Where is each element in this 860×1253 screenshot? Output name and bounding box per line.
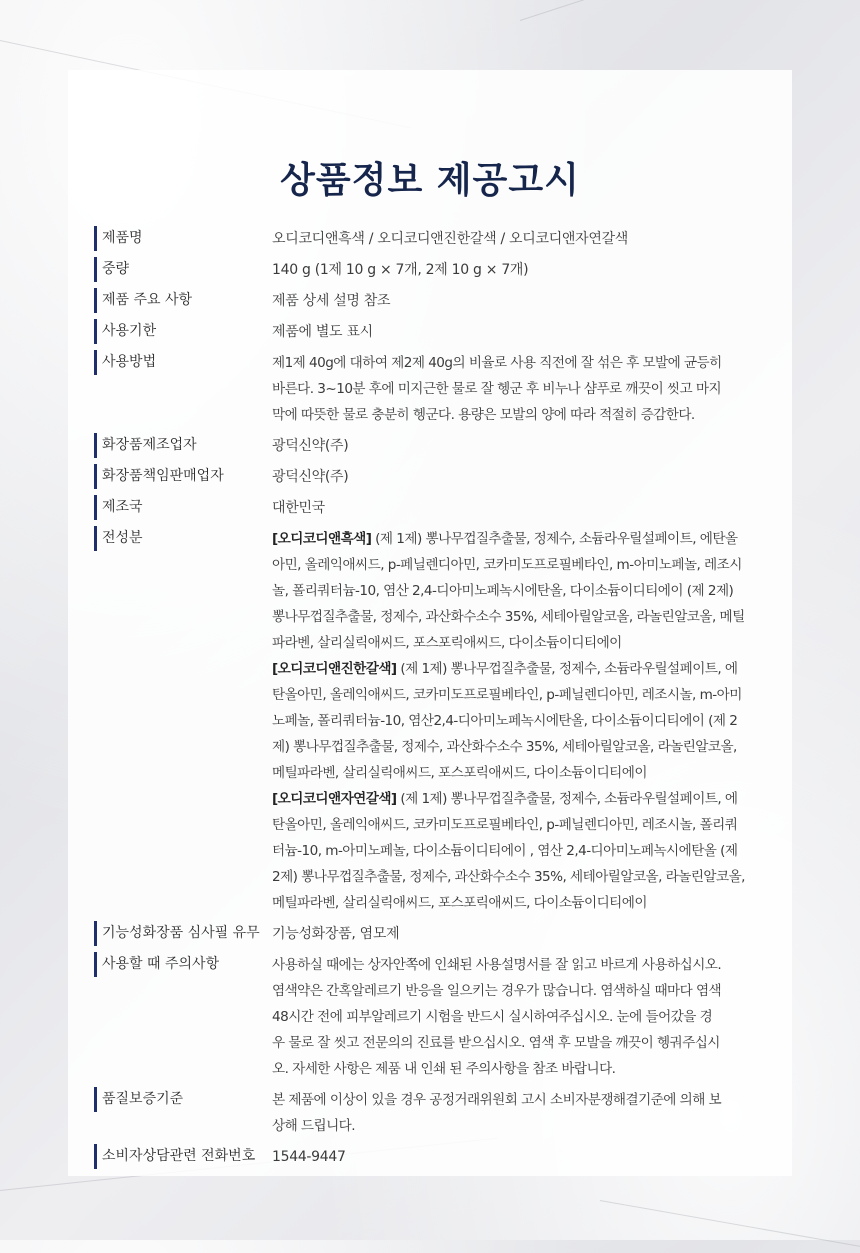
row-value: 제품 상세 설명 참조 bbox=[272, 293, 391, 309]
ingredient-text: (제 1제) 뽕나무껍질추출물, 정제수, 소듐라우릴설페이트, 에 bbox=[396, 791, 738, 807]
row-label: 제조국 bbox=[94, 495, 272, 520]
row-value: 기능성화장품, 염모제 bbox=[272, 926, 400, 942]
ingredient-line: 탄올아민, 올레익애씨드, 코카미도프로필베타인, p-페닐렌디아민, 레조시놀, m-아미 bbox=[272, 687, 742, 703]
ingredient-line: 제) 뽕나무껍질추출물, 정제수, 과산화수소수 35%, 세테아릴알코올, 라놀린알코올, bbox=[272, 739, 737, 755]
row-value: 대한민국 bbox=[272, 500, 325, 516]
row-label: 제품 주요 사항 bbox=[94, 288, 272, 313]
info-row-manufacturer bbox=[94, 433, 774, 459]
row-value: 오디코디앤흑색 / 오디코디앤진한갈색 / 오디코디앤자연갈색 bbox=[272, 231, 629, 247]
value-line: 오. 자세한 사항은 제품 내 인쇄 된 주의사항을 참조 바랍니다. bbox=[272, 1061, 616, 1077]
ingredient-text: (제 1제) 뽕나무껍질추출물, 정제수, 소듐라우릴설페이트, 에탄올 bbox=[371, 531, 738, 547]
row-label: 사용방법 bbox=[94, 350, 272, 375]
info-row-usage bbox=[94, 350, 774, 428]
ingredient-line: 2제) 뽕나무껍질추출물, 정제수, 과산화수소수 35%, 세테아릴알코올, 라놀린알코올, bbox=[272, 869, 745, 885]
row-label: 기능성화장품 심사필 유무 bbox=[94, 921, 272, 946]
ingredient-heading: [오디코디앤흑색] bbox=[272, 531, 372, 547]
phone-number: 1544-9447 bbox=[272, 1149, 346, 1165]
info-row-weight bbox=[94, 257, 774, 283]
info-row-functional bbox=[94, 921, 774, 947]
ingredient-line: 탄올아민, 올레익애씨드, 코카미도프로필베타인, p-페닐렌디아민, 레조시놀, 폴리쿼 bbox=[272, 817, 738, 833]
row-value: 제품에 별도 표시 bbox=[272, 324, 373, 340]
value-line: 막에 따뜻한 물로 충분히 헹군다. 용량은 모발의 양에 따라 적절히 증감한다. bbox=[272, 407, 695, 423]
ingredient-line: 놀, 폴리쿼터늄-10, 염산 2,4-디아미노페녹시에탄올, 다이소듐이디티에이 (제 2제) bbox=[272, 583, 734, 599]
ingredient-line: 아민, 올레익애씨드, p-페닐렌디아민, 코카미도프로필베타인, m-아미노페놀, 레조시 bbox=[272, 557, 742, 573]
value-line: 우 물로 잘 씻고 전문의의 진료를 받으십시오. 염색 후 모발을 깨끗이 헹궈주십시 bbox=[272, 1035, 720, 1051]
info-row-cautions bbox=[94, 952, 774, 1082]
marble-vein bbox=[600, 1200, 860, 1253]
row-value: 광덕신약(주) bbox=[272, 469, 349, 485]
ingredient-line: 뽕나무껍질추출물, 정제수, 과산화수소수 35%, 세테아릴알코올, 라놀린알코올, 메틸 bbox=[272, 609, 745, 625]
info-row-main-notes bbox=[94, 288, 774, 314]
value-line: 사용하실 때에는 상자안쪽에 인쇄된 사용설명서를 잘 읽고 바르게 사용하십시오. bbox=[272, 957, 722, 973]
row-label: 품질보증기준 bbox=[94, 1087, 272, 1112]
value-line: 상해 드립니다. bbox=[272, 1118, 356, 1134]
row-label: 전성분 bbox=[94, 526, 272, 551]
value-line: 바른다. 3~10분 후에 미지근한 물로 잘 헹군 후 비누나 샴푸로 깨끗이 씻고 마지 bbox=[272, 381, 722, 397]
row-label: 소비자상담관련 전화번호 bbox=[94, 1144, 272, 1169]
marble-vein bbox=[520, 0, 860, 21]
ingredient-text: (제 1제) 뽕나무껍질추출물, 정제수, 소듐라우릴설페이트, 에 bbox=[396, 661, 738, 677]
ingredient-line: 파라벤, 살리실릭애씨드, 포스포릭애씨드, 다이소듐이디티에이 bbox=[272, 635, 622, 651]
row-label: 제품명 bbox=[94, 226, 272, 251]
row-value bbox=[272, 350, 774, 428]
row-value bbox=[272, 1087, 774, 1139]
ingredients-value bbox=[272, 526, 774, 916]
ingredient-line bbox=[272, 786, 774, 812]
row-label: 중량 bbox=[94, 257, 272, 282]
row-label: 사용기한 bbox=[94, 319, 272, 344]
ingredient-line: 터늄-10, m-아미노페놀, 다이소듐이디티에이 , 염산 2,4-디아미노페녹시에탄올 (제 bbox=[272, 843, 738, 859]
ingredient-line: 메틸파라벤, 살리실릭애씨드, 포스포릭애씨드, 다이소듐이디티에이 bbox=[272, 765, 647, 781]
value-line: 제1제 40g에 대하여 제2제 40g의 비율로 사용 직전에 잘 섞은 후 모발에 균등히 bbox=[272, 355, 722, 371]
info-row-ingredients bbox=[94, 526, 774, 916]
info-row-seller bbox=[94, 464, 774, 490]
value-line: 염색약은 간혹알레르기 반응을 일으키는 경우가 많습니다. 염색하실 때마다 염색 bbox=[272, 983, 722, 999]
ingredient-line: 노페놀, 폴리쿼터늄-10, 염산2,4-디아미노페녹시에탄올, 다이소듐이디티에이 (제 2 bbox=[272, 713, 738, 729]
row-value: 광덕신약(주) bbox=[272, 438, 349, 454]
ingredient-heading: [오디코디앤자연갈색] bbox=[272, 791, 397, 807]
row-value bbox=[272, 952, 774, 1082]
info-row-expiry bbox=[94, 319, 774, 345]
info-table bbox=[94, 226, 774, 1175]
row-label: 사용할 때 주의사항 bbox=[94, 952, 272, 977]
info-row-product-name bbox=[94, 226, 774, 252]
info-row-country bbox=[94, 495, 774, 521]
value-line: 본 제품에 이상이 있을 경우 공정거래위원회 고시 소비자분쟁해결기준에 의해 보 bbox=[272, 1092, 722, 1108]
row-label: 화장품제조업자 bbox=[94, 433, 272, 458]
ingredient-line: 메틸파라벤, 살리실릭애씨드, 포스포릭애씨드, 다이소듐이디티에이 bbox=[272, 895, 647, 911]
row-value: 140 g (1제 10 g × 7개, 2제 10 g × 7개) bbox=[272, 262, 529, 278]
info-row-phone bbox=[94, 1144, 774, 1170]
ingredient-line bbox=[272, 526, 774, 552]
page-title: 상품정보 제공고시 bbox=[280, 160, 580, 202]
info-row-quality bbox=[94, 1087, 774, 1139]
value-line: 48시간 전에 피부알레르기 시험을 반드시 실시하여주십시오. 눈에 들어갔을 경 bbox=[272, 1009, 713, 1025]
ingredient-line bbox=[272, 656, 774, 682]
ingredient-heading: [오디코디앤진한갈색] bbox=[272, 661, 397, 677]
row-label: 화장품책임판매업자 bbox=[94, 464, 272, 489]
